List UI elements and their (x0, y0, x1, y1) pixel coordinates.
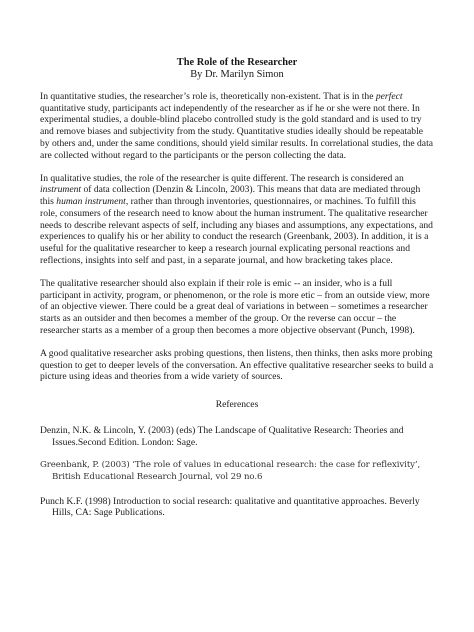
reference-item: Punch K.F. (1998) Introduction to social research: qualitative and quantitative approaches. Beverly Hills, CA: Sage Publications. (40, 495, 420, 519)
emphasis-text: human instrument, (56, 196, 129, 208)
references-heading: References (215, 398, 259, 410)
paragraph-text: rather than through inventories, questionnaires, or machines. To fulfill this role, consumers of the research need to know about the human instrument. The qualitative researcher needs to describe relevant aspects of self, including any biases and assumptions, any expectations, and experiences to qualify his or her ability to conduct the research (Greenbank, 2003). In addition, it is a useful for the qualitative researcher to keep a research journal explicating personal reactions and reflections, insights into self and past, in a separate journal, and how bracketing takes place. (40, 196, 433, 266)
paragraph-text: of data collection (Denzin & Lincoln, 2003). This means that data are mediated through this (40, 184, 421, 208)
document-title: The Role of the Researcher (176, 57, 298, 68)
paragraph-quantitative (40, 91, 434, 161)
paragraph-text: The qualitative researcher should also explain if their role is emic -- an insider, who is a full participant in activity, program, or phenomenon, or the role is more etic – from an outside view, more of an objective viewer. There could be a great deal of variations in between – sometimes a researcher starts as an outsider and then becomes a member of the group. Or the reverse can occur – the researcher starts as a member of a group then becomes a more objective observant (Punch, 1998). (40, 277, 430, 336)
emphasis-text: instrument (40, 184, 82, 196)
emphasis-text: perfect (375, 91, 403, 102)
reference-item: Denzin, N.K. & Lincoln, Y. (2003) (eds) The Landscape of Qualitative Research: Theories and Issues.Second Edition. London: Sage. (40, 424, 404, 448)
paragraph-emic-etic (40, 278, 434, 337)
paragraph-text: In quantitative studies, the researcher’s role is, theoretically non-existent. That is in the (40, 91, 376, 102)
paragraph-qualitative (40, 173, 434, 267)
reference-item: Greenbank, P. (2003) ‘The role of values in educational research: the case for reflexivity’, British Educational Research Journal, vol 29 no.6 (40, 460, 421, 483)
paragraph-probing-questions (40, 348, 434, 383)
paragraph-text: A good qualitative researcher asks probing questions, then listens, then thinks, then asks more probing question to get to deeper levels of the conversation. An effective qualitative researcher seeks to build a picture using ideas and theories from a wide variety of sources. (40, 347, 434, 383)
paragraph-text: quantitative study, participants act independently of the researcher as if he or she were not there. In experimental studies, a double-blind placebo controlled study is the gold standard and is used to try and remove biases and subjectivity from the study. Quantitative studies ideally should be repeatable by others and, under the same conditions, should yield similar results. In correlational studies, the data are collected without regard to the participants or the person collecting the data. (40, 102, 433, 161)
document-author: By Dr. Marilyn Simon (190, 69, 284, 80)
paragraph-text: In qualitative studies, the role of the researcher is quite different. The research is considered an (40, 172, 404, 184)
